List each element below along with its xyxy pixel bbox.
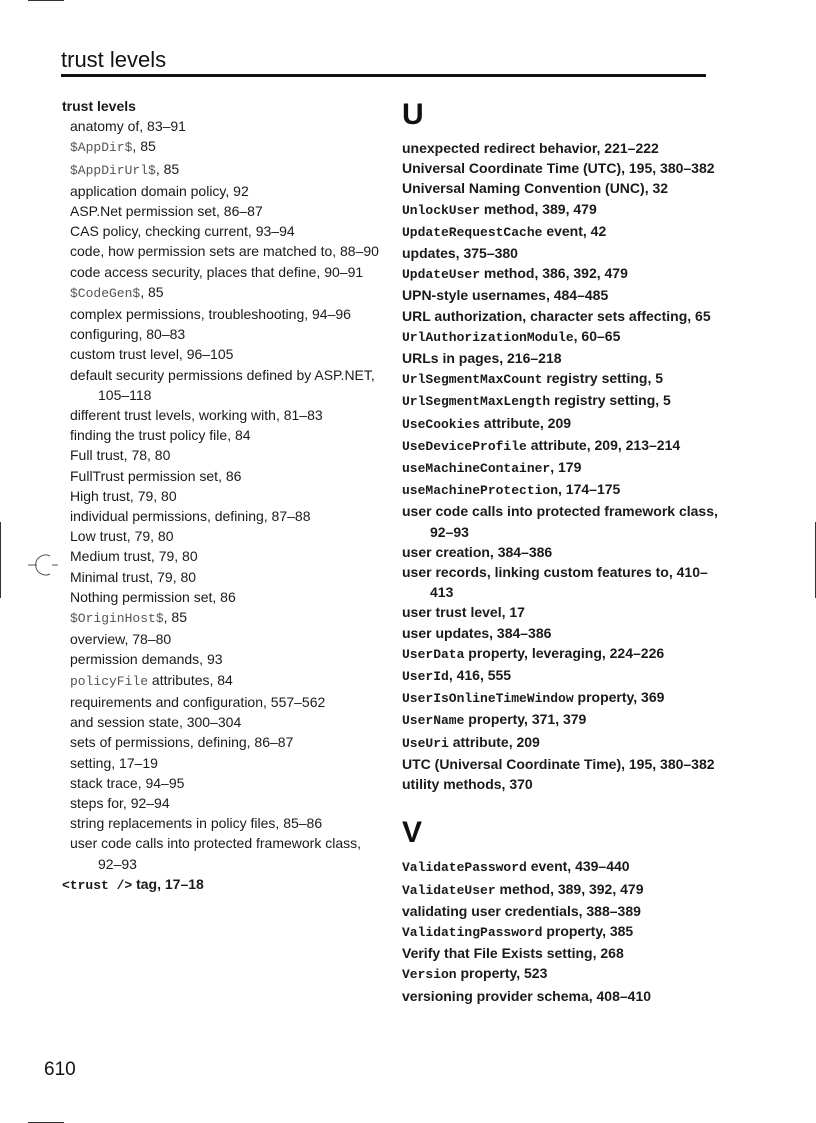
index-entry xyxy=(402,562,722,602)
entry-text: code, how permission sets are matched to, 88–90 xyxy=(70,243,379,260)
index-entry xyxy=(402,709,722,731)
index-entry xyxy=(402,943,722,963)
entry-text: Nothing permission set, 86 xyxy=(70,588,236,605)
header-rule xyxy=(61,74,706,77)
code-term: UseDeviceProfile xyxy=(402,438,527,454)
index-entry xyxy=(402,413,722,435)
index-heading xyxy=(62,96,380,116)
index-entry xyxy=(402,178,722,198)
entry-text: , 174–175 xyxy=(558,481,621,498)
entry-text: attribute, 209 xyxy=(448,733,540,750)
index-subentry xyxy=(62,712,380,732)
index-subentry xyxy=(62,181,380,201)
index-entry xyxy=(402,221,722,243)
entry-text: method, 389, 392, 479 xyxy=(495,880,644,897)
running-header-title: trust levels xyxy=(61,47,167,72)
code-term: ValidatePassword xyxy=(402,860,527,876)
index-subentry xyxy=(62,526,380,546)
entry-text: complex permissions, troubleshooting, 94–96 xyxy=(70,306,351,323)
index-subentry xyxy=(62,425,380,445)
code-term: useMachineProtection xyxy=(402,483,559,499)
entry-text: method, 386, 392, 479 xyxy=(480,265,628,282)
index-subentry xyxy=(62,629,380,649)
entry-text: versioning provider schema, 408–410 xyxy=(402,987,652,1004)
entry-text: default security permissions defined by ASP.NET, 105–118 xyxy=(70,366,375,403)
index-entry xyxy=(402,754,722,774)
entry-text: URLs in pages, 216–218 xyxy=(402,350,562,367)
entry-text: permission demands, 93 xyxy=(70,651,223,668)
code-term: UserData xyxy=(402,646,465,662)
entry-text: V xyxy=(402,816,423,850)
entry-text: High trust, 79, 80 xyxy=(70,487,177,504)
entry-text: CAS policy, checking current, 93–94 xyxy=(70,223,295,240)
index-entry xyxy=(402,348,722,368)
entry-text: property, 369 xyxy=(573,689,665,706)
index-subentry xyxy=(62,670,380,692)
index-subentry xyxy=(62,241,380,261)
code-term: useMachineContainer xyxy=(402,461,551,477)
index-entry xyxy=(402,158,722,178)
entry-text: Full trust, 78, 80 xyxy=(70,447,171,464)
index-entry xyxy=(402,479,722,501)
entry-text: attribute, 209 xyxy=(480,414,572,431)
entry-text: trust levels xyxy=(62,98,136,114)
registration-mark-icon xyxy=(28,550,58,580)
entry-text: , 85 xyxy=(140,283,164,300)
code-term: UseCookies xyxy=(402,416,481,432)
entry-text: , 85 xyxy=(163,609,187,626)
code-term: $AppDir$ xyxy=(70,140,133,156)
entry-text: user code calls into protected framework class, 92–93 xyxy=(70,835,362,872)
entry-text: string replacements in policy files, 85–86 xyxy=(70,815,323,832)
index-subentry xyxy=(62,567,380,587)
entry-text: finding the trust policy file, 84 xyxy=(70,427,251,444)
entry-text: stack trace, 94–95 xyxy=(70,774,185,791)
code-term: UpdateRequestCache xyxy=(402,224,543,240)
index-subentry xyxy=(62,116,380,136)
entry-text: Low trust, 79, 80 xyxy=(70,528,174,545)
entry-text: , 60–65 xyxy=(573,327,621,344)
index-subentry xyxy=(62,813,380,833)
code-term: UpdateUser xyxy=(402,267,481,283)
index-entry xyxy=(402,856,722,878)
entry-text: property, 523 xyxy=(456,965,548,982)
entry-text: unexpected redirect behavior, 221–222 xyxy=(402,140,659,156)
index-entry xyxy=(402,199,722,221)
index-subentry xyxy=(62,692,380,712)
entry-text: individual permissions, defining, 87–88 xyxy=(70,508,311,525)
index-subentry xyxy=(62,344,380,364)
entry-text: custom trust level, 96–105 xyxy=(70,346,234,363)
index-subentry xyxy=(62,365,380,405)
entry-text: and session state, 300–304 xyxy=(70,714,242,731)
index-entry xyxy=(402,665,722,687)
code-term: <trust /> xyxy=(62,877,133,893)
entry-text: , 416, 555 xyxy=(448,667,512,684)
index-subentry xyxy=(62,262,380,282)
entry-text: UPN-style usernames, 484–485 xyxy=(402,287,609,304)
index-subentry xyxy=(62,486,380,506)
entry-text: requirements and configuration, 557–562 xyxy=(70,693,326,710)
index-subentry xyxy=(62,304,380,324)
entry-text: property, 385 xyxy=(542,922,634,939)
code-term: UrlSegmentMaxLength xyxy=(402,394,551,410)
entry-text: , 85 xyxy=(132,138,156,155)
entry-text: property, leveraging, 224–226 xyxy=(464,644,665,661)
page-number: 610 xyxy=(44,1059,76,1080)
code-term: UserName xyxy=(402,713,465,729)
code-term: UserId xyxy=(402,669,449,685)
index-subentry xyxy=(62,546,380,566)
entry-text: user code calls into protected framework class, 92–93 xyxy=(402,503,718,540)
index-entry xyxy=(402,986,722,1006)
entry-text: URL authorization, character sets affecting, 65 xyxy=(402,307,711,324)
entry-text: steps for, 92–94 xyxy=(70,794,170,811)
index-entry xyxy=(402,263,722,285)
entry-text: code access security, places that define, 90–91 xyxy=(70,263,364,280)
index-subentry xyxy=(62,466,380,486)
entry-text: user updates, 384–386 xyxy=(402,624,552,641)
code-term: UseUri xyxy=(402,735,449,751)
index-subentry xyxy=(62,136,380,158)
index-entry xyxy=(402,542,722,562)
entry-text: FullTrust permission set, 86 xyxy=(70,467,242,484)
code-term: $CodeGen$ xyxy=(70,285,141,301)
entry-text: event, 439–440 xyxy=(526,858,630,875)
code-term: UrlSegmentMaxCount xyxy=(402,372,543,388)
entry-text: Medium trust, 79, 80 xyxy=(70,548,198,565)
entry-text: sets of permissions, defining, 86–87 xyxy=(70,734,294,751)
code-term: UnlockUser xyxy=(402,202,481,218)
index-subentry xyxy=(62,753,380,773)
code-term: ValidatingPassword xyxy=(402,924,543,940)
entry-text: user records, linking custom features to, 410–413 xyxy=(402,564,708,601)
index-subentry xyxy=(62,159,380,181)
entry-text: different trust levels, working with, 81–83 xyxy=(70,407,323,424)
index-subentry xyxy=(62,221,380,241)
entry-text: Universal Naming Convention (UNC), 32 xyxy=(402,180,669,197)
index-entry xyxy=(402,435,722,457)
entry-text: Minimal trust, 79, 80 xyxy=(70,568,197,585)
section-letter xyxy=(402,816,722,850)
entry-text: validating user credentials, 388–389 xyxy=(402,902,641,919)
code-term: policyFile xyxy=(70,673,149,689)
entry-text: tag, 17–18 xyxy=(132,875,204,892)
crop-mark-left xyxy=(0,522,1,598)
index-subentry xyxy=(62,324,380,344)
entry-text: property, 371, 379 xyxy=(464,711,587,728)
index-subentry xyxy=(62,201,380,221)
entry-text: user creation, 384–386 xyxy=(402,543,553,560)
code-term: UserIsOnlineTimeWindow xyxy=(402,691,574,707)
entry-text: Universal Coordinate Time (UTC), 195, 380–382 xyxy=(402,160,715,177)
index-entry xyxy=(402,774,722,794)
index-entry xyxy=(402,643,722,665)
index-subentry xyxy=(62,282,380,304)
entry-text: attribute, 209, 213–214 xyxy=(526,436,681,453)
entry-text: setting, 17–19 xyxy=(70,754,158,771)
entry-text: updates, 375–380 xyxy=(402,245,518,262)
entry-text: , 179 xyxy=(550,459,582,476)
code-term: $AppDirUrl$ xyxy=(70,162,156,178)
index-subentry xyxy=(62,445,380,465)
index-entry xyxy=(402,326,722,348)
entry-text: attributes, 84 xyxy=(148,671,233,688)
entry-text: user trust level, 17 xyxy=(402,604,525,621)
index-entry xyxy=(402,306,722,326)
index-subentry xyxy=(62,773,380,793)
index-subentry xyxy=(62,793,380,813)
index-subentry xyxy=(62,405,380,425)
code-term: Version xyxy=(402,967,457,983)
entry-text: , 85 xyxy=(155,160,180,177)
entry-text: ASP.Net permission set, 86–87 xyxy=(70,203,263,220)
index-column-left xyxy=(62,96,380,896)
entry-text: Verify that File Exists setting, 268 xyxy=(402,945,624,962)
entry-text: method, 389, 479 xyxy=(480,200,597,217)
index-entry xyxy=(402,687,722,709)
index-entry xyxy=(402,732,722,754)
index-subentry xyxy=(62,732,380,752)
index-entry xyxy=(402,901,722,921)
index-entry xyxy=(402,921,722,943)
index-entry xyxy=(402,879,722,901)
crop-mark-top xyxy=(28,0,64,1)
index-subentry xyxy=(62,833,380,873)
entry-text: registry setting, 5 xyxy=(550,392,671,409)
index-entry xyxy=(402,285,722,305)
index-subentry xyxy=(62,506,380,526)
index-entry xyxy=(402,368,722,390)
entry-text: registry setting, 5 xyxy=(542,370,664,387)
index-subentry xyxy=(62,649,380,669)
index-column-right xyxy=(402,96,722,1006)
entry-text: U xyxy=(402,98,424,131)
index-entry xyxy=(402,963,722,985)
entry-text: overview, 78–80 xyxy=(70,631,172,648)
index-subentry xyxy=(62,587,380,607)
entry-text: application domain policy, 92 xyxy=(70,182,249,199)
index-entry xyxy=(402,457,722,479)
entry-text: anatomy of, 83–91 xyxy=(70,118,186,135)
index-entry xyxy=(402,602,722,622)
index-entry xyxy=(402,243,722,263)
index-entry xyxy=(402,623,722,643)
entry-text: event, 42 xyxy=(542,222,607,239)
code-term: $OriginHost$ xyxy=(70,611,164,627)
code-term: ValidateUser xyxy=(402,882,496,898)
index-entry xyxy=(402,390,722,412)
index-entry xyxy=(402,501,722,541)
index-subentry xyxy=(62,607,380,629)
code-term: UrlAuthorizationModule xyxy=(402,329,574,345)
entry-text: configuring, 80–83 xyxy=(70,326,186,343)
index-entry xyxy=(62,874,380,896)
entry-text: utility methods, 370 xyxy=(402,776,533,793)
index-entry xyxy=(402,138,722,158)
entry-text: UTC (Universal Coordinate Time), 195, 380–382 xyxy=(402,755,715,772)
section-letter xyxy=(402,98,722,132)
